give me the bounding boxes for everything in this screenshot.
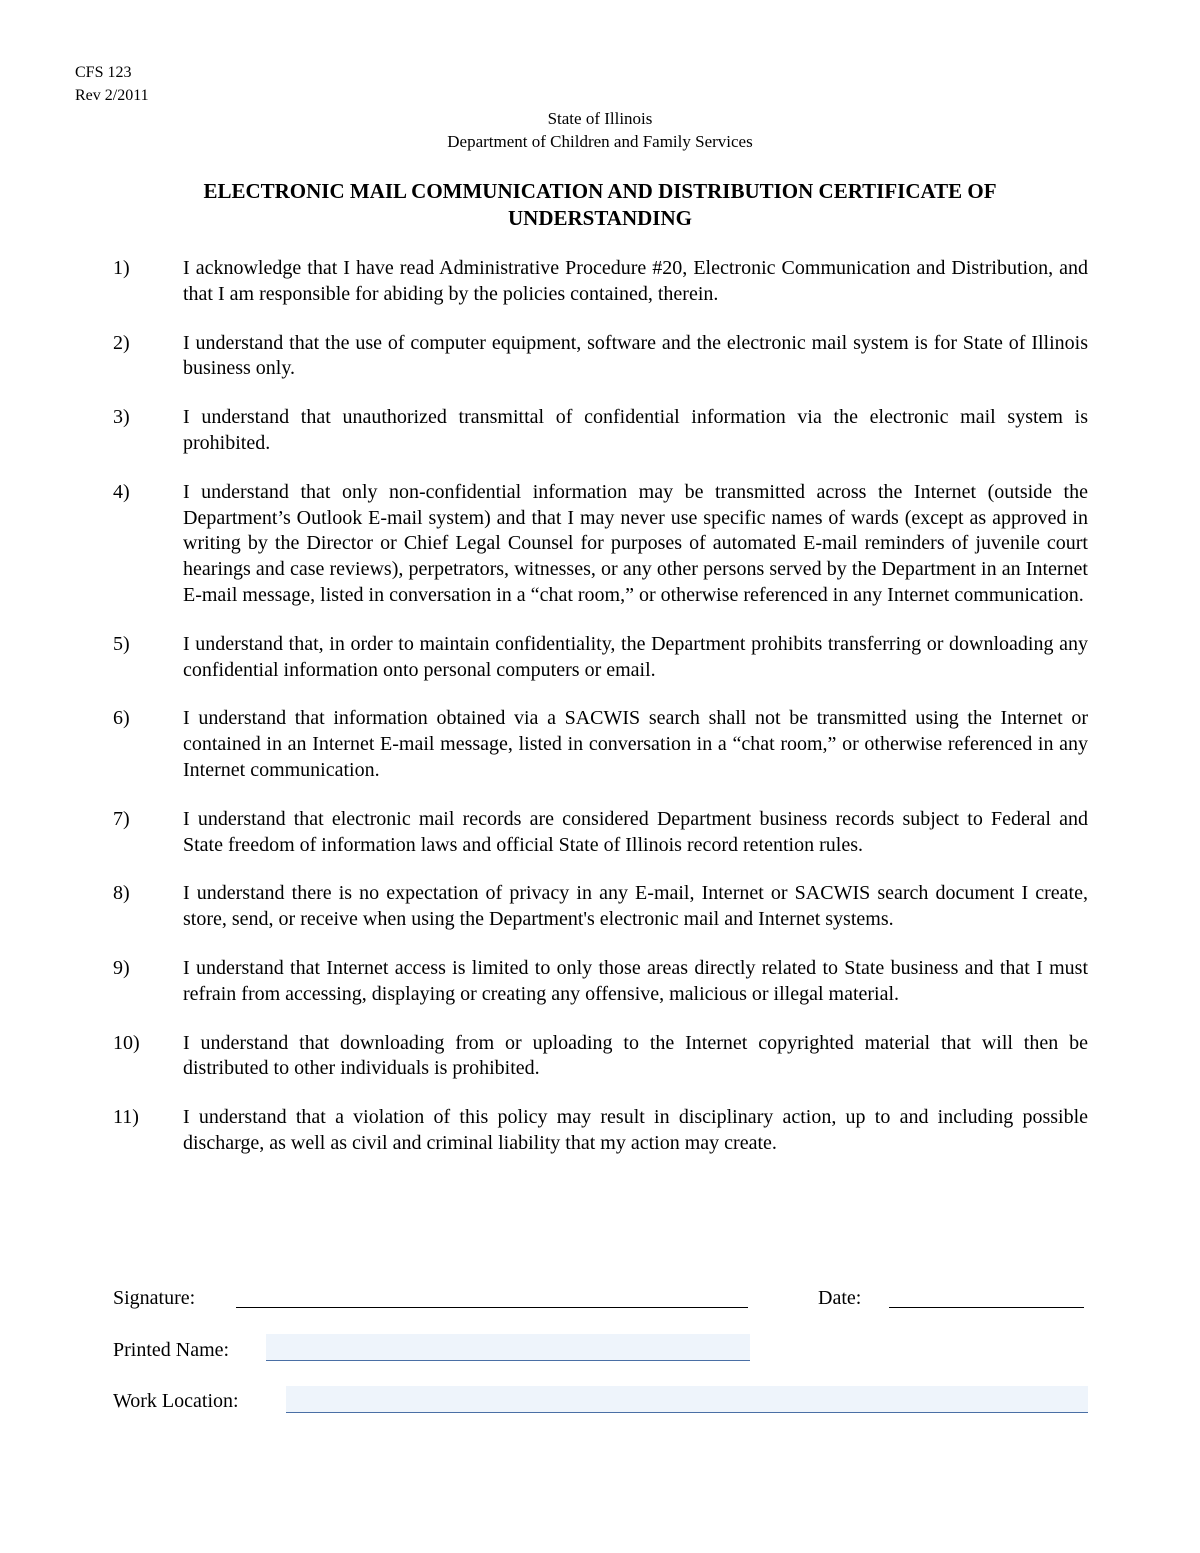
item-text: I understand that the use of computer equipment, software and the electronic mail system is for State of Illinois business only. <box>183 331 1088 380</box>
signature-line <box>236 1307 748 1308</box>
list-item <box>113 807 1088 859</box>
form-identifier <box>75 61 149 107</box>
item-number: 9) <box>113 956 130 979</box>
date-label: Date: <box>818 1287 862 1309</box>
list-item <box>113 706 1088 783</box>
department-name: Department of Children and Family Services <box>447 132 753 151</box>
form-number: CFS 123 <box>75 64 132 81</box>
agency-header <box>0 107 1200 153</box>
list-item <box>113 881 1088 933</box>
printed-name-label: Printed Name: <box>113 1339 230 1361</box>
item-number: 6) <box>113 707 130 730</box>
item-number: 3) <box>113 406 130 429</box>
item-text: I understand that unauthorized transmittal of confidential information via the electronic mail system is prohibited. <box>183 406 1088 454</box>
list-item <box>113 956 1088 1008</box>
form-revision: Rev 2/2011 <box>75 87 149 104</box>
item-number: 8) <box>113 882 130 905</box>
item-number: 2) <box>113 331 130 354</box>
item-text: I understand that, in order to maintain confidentiality, the Department prohibits transferring or downloading any confidential information onto personal computers or email. <box>183 632 1088 681</box>
item-text: I understand that electronic mail records are considered Department business records subject to Federal and State freedom of information laws and official State of Illinois record retention rules. <box>183 807 1088 856</box>
item-text: I understand that a violation of this policy may result in disciplinary action, up to and including possible discharge, as well as civil and criminal liability that my action may create. <box>183 1106 1088 1154</box>
list-item <box>113 405 1088 457</box>
list-item <box>113 331 1088 383</box>
list-item <box>113 480 1088 609</box>
list-item <box>113 632 1088 684</box>
item-number: 1) <box>113 257 130 279</box>
item-text: I understand that only non-confidential information may be transmitted across the Internet (outside the Department’s Outlook E-mail system) and that I may never use specific names of wards (except as approved in writing by the Director or Chief Legal Counsel for purposes of automated E-mail reminders of juvenile court hearings and case reviews), perpetrators, witnesses, or any other persons served by the Department in an Internet E-mail message, listed in conversation in a “chat room,” or otherwise referenced in any Internet communication. <box>183 480 1088 606</box>
item-text: I acknowledge that I have read Administrative Procedure #20, Electronic Communication and Distribution, and that I am responsible for abiding by the policies contained, therein. <box>183 257 1088 305</box>
work-location-label: Work Location: <box>113 1390 239 1412</box>
item-number: 11) <box>113 1106 139 1129</box>
item-number: 4) <box>113 480 130 503</box>
date-line <box>889 1307 1084 1308</box>
item-text: I understand that Internet access is limited to only those areas directly related to State business and that I must refrain from accessing, displaying or creating any offensive, malicious or illegal material. <box>183 956 1088 1005</box>
printed-name-field[interactable] <box>266 1334 750 1361</box>
work-location-field[interactable] <box>286 1386 1088 1413</box>
item-number: 10) <box>113 1031 140 1054</box>
list-item <box>113 256 1088 308</box>
item-text: I understand that downloading from or uploading to the Internet copyrighted material that will then be distributed to other individuals is prohibited. <box>183 1031 1088 1080</box>
list-item <box>113 1031 1088 1083</box>
list-item <box>113 1105 1088 1157</box>
item-number: 5) <box>113 632 130 655</box>
signature-label: Signature: <box>113 1287 196 1309</box>
state-name: State of Illinois <box>547 109 653 128</box>
document-title: ELECTRONIC MAIL COMMUNICATION AND DISTRIBUTION CERTIFICATE OF UNDERSTANDING <box>203 179 997 230</box>
item-text: I understand that information obtained via a SACWIS search shall not be transmitted using the Internet or contained in an Internet E-mail message, listed in conversation in a “chat room,” or otherwise referenced in any Internet communication. <box>183 707 1088 781</box>
item-text: I understand there is no expectation of privacy in any E-mail, Internet or SACWIS search document I create, store, send, or receive when using the Department's electronic mail and Internet systems. <box>183 882 1088 931</box>
acknowledgment-list <box>113 256 1088 1180</box>
item-number: 7) <box>113 807 130 830</box>
